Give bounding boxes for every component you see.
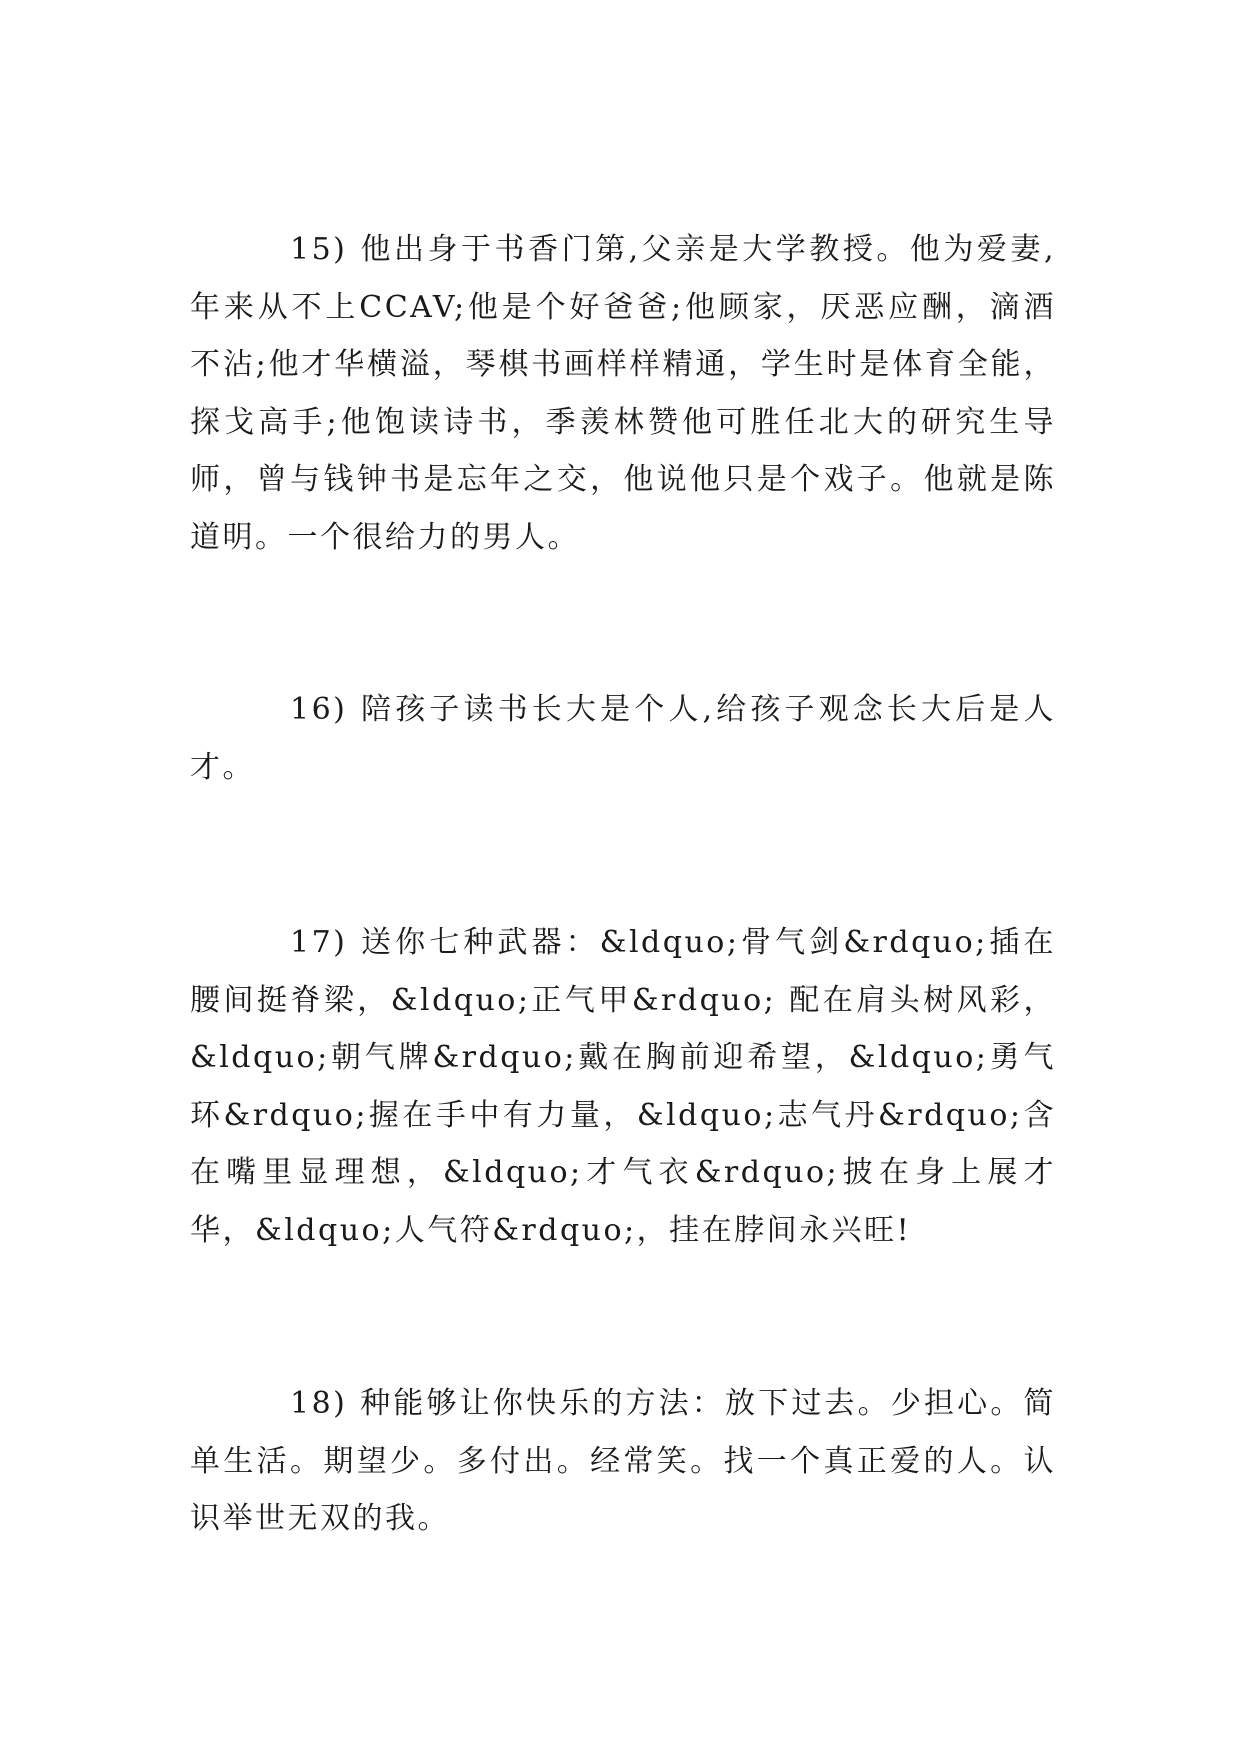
paragraph-18 <box>190 1375 1056 1548</box>
paragraph-number: 16) <box>290 692 348 727</box>
paragraph-text: 他出身于书香门第,父亲是大学教授。他为爱妻,年来从不上CCAV;他是个好爸爸;他顾家，厌恶应酬，滴酒不沾;他才华横溢，琴棋书画样样精通，学生时是体育全能，探戈高手;他饱读诗书，季羡林赞他可胜任北大的研究生导师，曾与钱钟书是忘年之交，他说他只是个戏子。他就是陈道明。一个很给力的男人。 <box>190 232 1056 555</box>
paragraph-number: 17) <box>290 925 348 960</box>
paragraph-text: 陪孩子读书长大是个人,给孩子观念长大后是人才。 <box>190 692 1056 785</box>
paragraph-15 <box>190 221 1056 566</box>
paragraph-text: 送你七种武器：&ldquo;骨气剑&rdquo;插在腰间挺脊梁，&ldquo;正气甲&rdquo; 配在肩头树风彩，&ldquo;朝气牌&rdquo;戴在胸前迎希望，&ldquo;勇气环&rdquo;握在手中有力量，&ldquo;志气丹&rdquo;含在嘴里显理想，&ldquo;才气衣&rdquo;披在身上展才华，&ldquo;人气符&rdquo;，挂在脖间永兴旺! <box>190 925 1056 1248</box>
paragraph-16 <box>190 681 1056 796</box>
paragraph-number: 18) <box>290 1386 348 1421</box>
paragraph-17 <box>190 914 1056 1259</box>
paragraph-number: 15) <box>290 232 348 267</box>
paragraph-text: 种能够让你快乐的方法：放下过去。少担心。简单生活。期望少。多付出。经常笑。找一个真正爱的人。认识举世无双的我。 <box>190 1386 1057 1536</box>
